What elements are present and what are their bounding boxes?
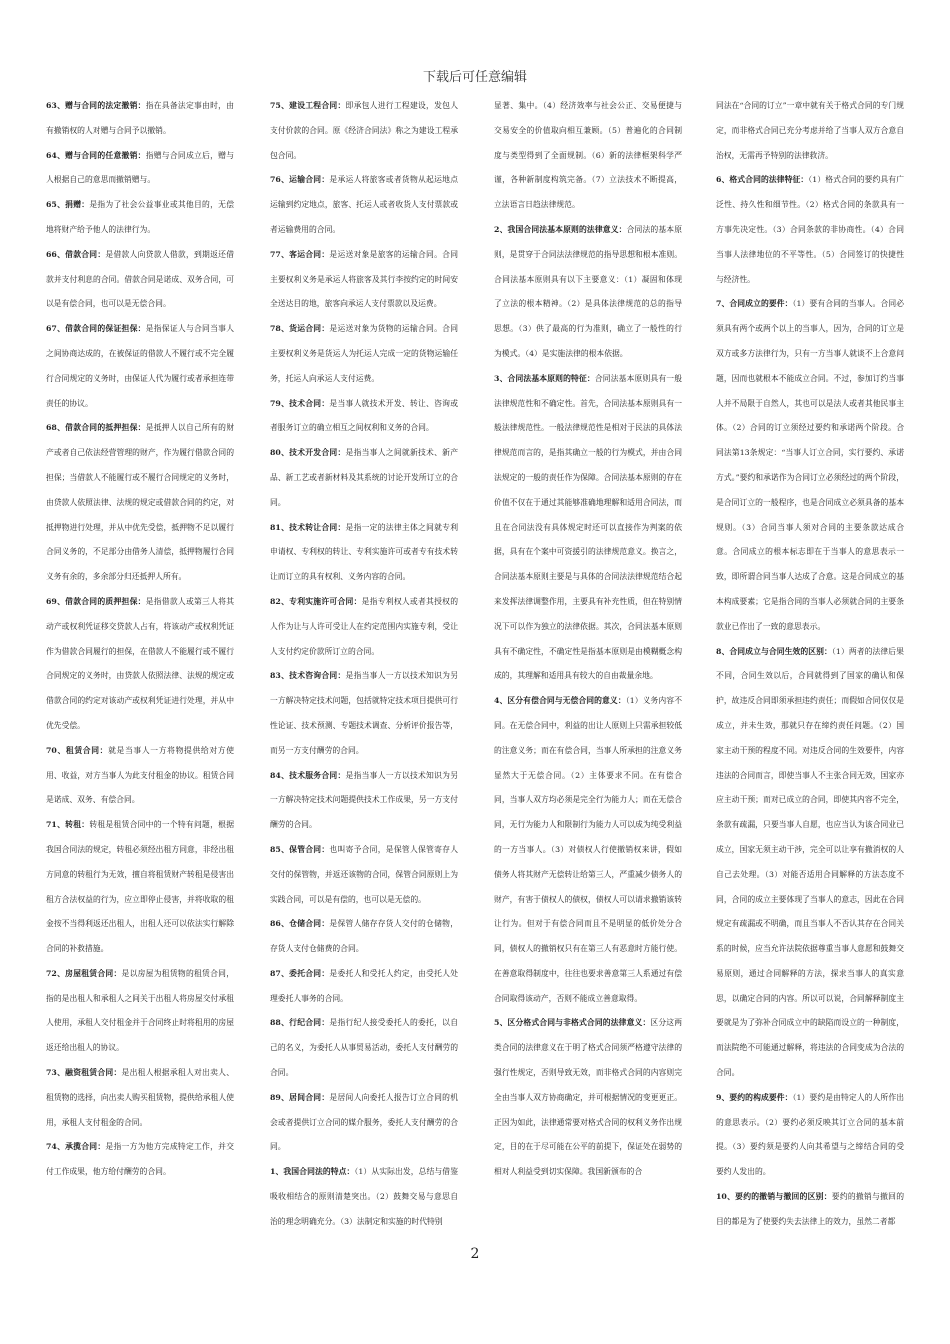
page-number: 2 xyxy=(470,1246,480,1262)
definition-term: 63、赠与合同的法定撤销： xyxy=(46,101,146,110)
definition-text: 是保管人储存存货人交付的仓储物，存货人支付仓储费的合同。 xyxy=(270,919,458,954)
definition-text: 是指一定的法律主体之间就专利申请权、专利权的转让、专利实施许可或者专有技术转让而订立的具有权利、义务内容的合同。 xyxy=(270,522,458,582)
definition-term: 4、区分有偿合同与无偿合同的意义： xyxy=(494,696,626,706)
definition-text: 是出租人根据承租人对出卖人、租赁物的选择，向出卖人购买租赁物，提供给承租人使用，承租人支付租金的合同。 xyxy=(46,1068,234,1127)
definition-term: 5、区分格式合同与非格式合同的法律意义： xyxy=(494,1018,651,1028)
definition-paragraph xyxy=(270,94,458,168)
definition-text: 合同法的基本原则，是贯穿于合同法法律规范的指导思想和根本准则。合同法基本原则具有以下主要意义：（1）凝固和体现了立法的根本精神。（2）是具体法律规范的总的指导思想。（3）供了最高的行为准则，确立了一般性的行为模式。（4）是实施法律的根本依据。 xyxy=(494,224,682,358)
definition-paragraph xyxy=(270,243,458,317)
definition-paragraph xyxy=(270,317,458,391)
definition-text: 是以房屋为租赁物的租赁合同，指的是出租人和承租人之间关于出租人将房屋交付承租人使用，承租人交付租金并于合同终止时将租用的房屋返还给出租人的协议。 xyxy=(46,968,234,1053)
definition-term: 71、转租： xyxy=(46,820,90,830)
definition-paragraph xyxy=(270,664,458,763)
definition-text: 即承包人进行工程建设，发包人支付价款的合同。原《经济合同法》称之为建设工程承包合同。 xyxy=(270,101,458,160)
definition-text: （1）格式合同的要约具有广泛性、持久性和细节性。（2）格式合同的条款具有一方事先决定性。（3）合同条款的非协商性。（4）合同当事人法律地位的不平等性。（5）合同签订的快捷性与经济性。 xyxy=(716,175,904,284)
definition-term: 64、赠与合同的任意撤销： xyxy=(46,150,146,160)
definition-text: （1）两者的法律后果不同，合同生效以后，合同就得到了国家的确认和保护，故违反合同即须承担违约责任；而假如合同仅仅是成立，并未生效，那就只存在缔约责任问题。（2）国家主动干预的程度不同。对违反合同的生效要件，内容违法的合同而言，即使当事人不主张合同无效，国家亦应主动干预；而对已成立的合同，即使其内容不完全，条款有疏漏，只要当事人自愿，也应当认为该合同业已成立，国家无须主动干涉，完全可以让享有撤消权的人自己去处理。（3）对能否适用合同解释的方法态度不同，合同的成立主要体现了当事人的意志，因此在合同规定有疏漏或不明确，而且当事人不否认其存在合同关系的时候，应当允许法院依据尊重当事人意愿和鼓舞交易原则，通过合同解释的方法，探求当事人的真实意思，以确定合同的内容。所以可以说，合同解释制度主要就是为了弥补合同成立中的缺陷而设立的一种制度，而法院绝不可能通过解释，将违法的合同变成为合法的合同。 xyxy=(716,646,904,1078)
definition-paragraph xyxy=(270,1160,458,1234)
definition-text: 是指当事人之间就新技术、新产品、新工艺或者新材料及其系统的讨论开发所订立的合同。 xyxy=(270,448,458,507)
definition-term: 3、合同法基本原则的特征： xyxy=(494,373,595,383)
definition-term: 68、借款合同的抵押担保： xyxy=(46,423,146,433)
definition-text: 是委托人和受托人约定，由受托人处理委托人事务的合同。 xyxy=(270,968,458,1003)
definition-paragraph xyxy=(46,144,234,194)
definition-term: 79、技术合同： xyxy=(270,398,330,408)
definition-text: 同法在“合同的订立”一章中就有关于格式合同的专门规定，而非格式合同已充分考虑并给了当事人双方合意自治权，无需再予特别的法律救济。 xyxy=(716,101,904,160)
definition-paragraph xyxy=(716,94,904,168)
definition-paragraph xyxy=(716,1086,904,1185)
definition-text: 也叫寄予合同，是保管人保管寄存人交付的保管物，并返还该物的合同，保管合同原则上为实践合同，可以是有偿的，也可以是无偿的。 xyxy=(270,844,458,904)
definition-term: 66、借款合同： xyxy=(46,249,106,259)
definition-term: 88、行纪合同： xyxy=(270,1018,330,1028)
definition-term: 8、合同成立与合同生效的区别： xyxy=(716,646,832,656)
definition-paragraph xyxy=(46,94,234,144)
definition-text: 区分这两类合同的法律意义在于明了格式合同须严格遵守法律的强行性规定，否则导致无效，而非格式合同的内容则完全由当事人双方协商确定，并可根据情况的变更更正。正因为如此，法律通常要对格式合同的权利义务作出规定，目的在于尽可能在公平的前提下，保证处在弱势的相对人利益受到切实保障。我国新颁布的合 xyxy=(494,1018,682,1177)
definition-text: 是居间人向委托人报告订立合同的机会或者提供订立合同的媒介服务，委托人支付酬劳的合同。 xyxy=(270,1092,458,1152)
definition-paragraph xyxy=(46,416,234,590)
definition-text: 是指借款人或第三人将其动产或权利凭证移交贷款人占有，将该动产或权利凭证作为借款合同履行的担保，在借款人不能履行或不履行合同规定的义务时，由贷款人依照法律、法规的规定或借款合同的约定对该动产或权利凭证进行处理，并从中优先受偿。 xyxy=(46,596,234,730)
definition-text: 是指保证人与合同当事人之间协商达成的，在被保证的借款人不履行或不完全履行合同规定的义务时，由保证人代为履行或者承担连带责任的协议。 xyxy=(46,324,234,408)
definition-term: 70、租赁合同： xyxy=(46,745,109,755)
definition-paragraph xyxy=(46,1135,234,1185)
definition-text: 是承运人将旅客或者货物从起运地点运输到约定地点，旅客、托运人或者收货人支付票款或者运输费用的合同。 xyxy=(270,175,458,234)
definition-term: 74、承揽合同： xyxy=(46,1142,106,1152)
definition-text: 合同法基本原则具有一般法律规范性和不确定性。首先，合同法基本原则具有一般法律规范性。一般法律规范性是相对于民法的具体法律规范而言的，是指其确立一般的行为模式，并由合同法规定的一般的责任作为保障。合同法基本原则的存在价值不仅在于通过其能够准确地理解和适用合同法，而且在合同法没有具体规定时还可以直接作为判案的依据，具有在个案中可资援引的法律规范意义。换言之，合同法基本原则主要是与具体的合同法法律规范结合起来发挥法律调整作用，主要具有补充性质，但在特别情况下可以作为独立的法律依据。其次，合同法基本原则具有不确定性，不确定性是指基本原则是由模糊概念构成的，其理解和适用具有较大的自由裁量余地。 xyxy=(494,373,682,681)
definition-term: 77、客运合同： xyxy=(270,249,330,259)
definition-text: 指在具备法定事由时，由有撤销权的人对赠与合同予以撤销。 xyxy=(46,101,234,135)
definition-text: 是运送对象为货物的运输合同。合同主要权利义务是货运人为托运人完成一定的货物运输任务，托运人向承运人支付运费。 xyxy=(270,324,458,383)
definition-term: 86、仓储合同： xyxy=(270,919,330,929)
definition-text: 是指专利权人或者其授权的人作为让与人许可受让人在约定范围内实施专利，受让人支付约定价款所订立的合同。 xyxy=(270,596,458,656)
definition-term: 89、居间合同： xyxy=(270,1092,330,1102)
column-2 xyxy=(270,94,458,1236)
definition-paragraph xyxy=(270,764,458,838)
definition-paragraph xyxy=(46,243,234,317)
definition-paragraph xyxy=(46,317,234,416)
definition-term: 83、技术咨询合同： xyxy=(270,671,346,681)
definition-paragraph xyxy=(270,392,458,442)
definition-paragraph xyxy=(46,590,234,739)
definition-term: 9、要约的构成要件： xyxy=(716,1092,793,1102)
definition-paragraph xyxy=(270,1086,458,1160)
definition-term: 10、要约的撤销与撤回的区别： xyxy=(716,1192,832,1202)
definition-paragraph xyxy=(46,1061,234,1135)
definition-text: 要约的撤销与撤回的目的都是为了使要约失去法律上的效力，虽然二者都 xyxy=(716,1192,904,1226)
definition-paragraph xyxy=(716,292,904,639)
column-4 xyxy=(716,94,904,1236)
definition-text: （1）要有合同的当事人。合同必须具有两个或两个以上的当事人，因为，合同的订立是双方或多方法律行为，只有一方当事人就谈不上合意问题，因而也就根本不能成立合同。不过，参加订约当事人并不局限于自然人，其也可以是法人或者其他民事主体。（2）合同的订立须经过要约和承诺两个阶段。合同法第13条规定：“当事人订立合同，实行要约、承诺方式。”要约和承诺作为合同订立必须经过的两个阶段，是合同订立的一般程序，也是合同成立必须具备的基本规则。（3）合同当事人须对合同的主要条款达成合意。合同成立的根本标志即在于当事人的意思表示一致，即所谓合同当事人达成了合意。这是合同成立的基本构成要素；它是指合同的当事人必须就合同的主要条款业已作出了一致的意思表示。 xyxy=(716,299,904,631)
definition-text: 是指当事人一方以技术知识为另一方解决特定技术问题，包括就特定技术项目提供可行性论证、技术预测、专题技术调查、分析评价报告等，而另一方支付酬劳的合同。 xyxy=(270,671,458,755)
page-header: 下载后可任意编辑 xyxy=(422,70,527,85)
definition-term: 6、格式合同的法律特征： xyxy=(716,175,809,185)
definition-term: 87、委托合同： xyxy=(270,968,330,978)
definition-text: 是抵押人以自己所有的财产或者自己依法经营管理的财产，作为履行借款合同的担保；当借款人不能履行或不履行合同规定的义务时，由贷款人依照法律、法规的规定或借款合同的约定，对抵押物进行处理，并从中优先受偿，抵押物不足以履行合同义务的，不足部分由借务人清偿，抵押物履行合同义务有余的，多余部分归还抵押人所有。 xyxy=(46,423,234,582)
definition-term: 69、借款合同的质押担保： xyxy=(46,596,146,606)
definition-paragraph xyxy=(494,94,682,218)
definition-term: 75、建设工程合同： xyxy=(270,101,346,110)
definition-term: 73、融资租赁合同： xyxy=(46,1068,122,1078)
definition-text: （1）要约是由特定人的人所作出的意思表示。（2）要约必须反映其订立合同的基本前提。（3）要约须是要约人向其希望与之缔结合同的受要约人发出的。 xyxy=(716,1092,904,1177)
definition-text: 是指一方为他方完成特定工作，并交付工作成果，他方给付酬劳的合同。 xyxy=(46,1142,234,1177)
definition-term: 7、合同成立的要件： xyxy=(716,299,793,309)
definition-text: 是借款人向贷款人借款，到期返还借款并支付利息的合同。借款合同是诺成、双务合同，可以是有偿合同，也可以是无偿合同。 xyxy=(46,249,234,309)
definition-paragraph xyxy=(270,516,458,590)
definition-paragraph xyxy=(270,590,458,664)
definition-term: 67、借款合同的保证担保： xyxy=(46,324,146,334)
definition-term: 76、运输合同： xyxy=(270,175,330,185)
definition-text: 是指行纪人接受委托人的委托，以自己的名义，为委托人从事贸易活动，委托人支付酬劳的合同。 xyxy=(270,1018,458,1078)
definition-paragraph xyxy=(46,193,234,243)
definition-text: 转租是租赁合同中的一个特有问题，根据我国合同法的规定，转租必须经出租方同意，非经出租方同意的转租行为无效，擅自将租赁财产转租是侵害出租方合法权益的行为，应立即停止侵害，并将收取的租金按不当得利返还出租人，出租人还可以依法实行解除合同的补救措施。 xyxy=(46,820,234,954)
definition-paragraph xyxy=(270,962,458,1012)
definition-paragraph xyxy=(494,218,682,367)
definition-paragraph xyxy=(716,640,904,1086)
text-columns xyxy=(46,94,908,1236)
definition-term: 81、技术转让合同： xyxy=(270,522,346,532)
definition-text: 指赠与合同成立后，赠与人根据自己的意思而撤销赠与。 xyxy=(46,150,234,185)
definition-term: 2、我国合同法基本原则的法律意义： xyxy=(494,224,627,234)
definition-paragraph xyxy=(270,912,458,962)
definition-paragraph xyxy=(270,1011,458,1085)
definition-paragraph xyxy=(270,441,458,515)
definition-paragraph xyxy=(494,367,682,689)
definition-term: 84、技术服务合同： xyxy=(270,770,346,780)
definition-text: 就是当事人一方将物提供给对方使用、收益，对方当事人为此支付租金的协议。租赁合同是诺成、双务、有偿合同。 xyxy=(46,745,234,805)
column-3 xyxy=(494,94,682,1236)
definition-term: 1、我国合同法的特点： xyxy=(270,1167,355,1177)
definition-term: 80、技术开发合同： xyxy=(270,448,346,458)
definition-paragraph xyxy=(46,813,234,962)
definition-text: 显著、集中。（4）经济效率与社会公正、交易便捷与交易安全的价值取向相互兼顾。（5）普遍化的合同制度与类型得到了全面规制。（6）新的法律框架科学严谨，各种新制度构筑完备。（7）立法技术不断提高，立法语言日趋法律规范。 xyxy=(494,101,682,210)
definition-paragraph xyxy=(270,838,458,912)
definition-term: 78、货运合同： xyxy=(270,324,330,334)
definition-term: 65、捐赠： xyxy=(46,200,90,210)
definition-term: 82、专利实施许可合同： xyxy=(270,596,362,606)
definition-paragraph xyxy=(270,168,458,242)
definition-text: 是运送对象是旅客的运输合同。合同主要权利义务是承运人将旅客及其行李按约定的时间安全送达目的地，旅客向承运人支付票款以及运费。 xyxy=(270,249,458,309)
definition-paragraph xyxy=(494,689,682,1011)
definition-paragraph xyxy=(716,168,904,292)
definition-text: （1）从实际出发，总结与借鉴吸收相结合的原则清楚突出。（2）鼓舞交易与意思自治的理念明确充分。（3）法制定和实施的时代特别 xyxy=(270,1167,458,1226)
definition-text: （1）义务内容不同。在无偿合同中，利益的出让人原则上只需承担较低的注意义务；而在有偿合同，当事人所承担的注意义务显然大于无偿合同。（2）主体要求不同。在有偿合同，当事人双方均必须是完全行为能力人；而在无偿合同，无行为能力人和限制行为能力人可以成为纯受利益的一方当事人。（3）对债权人行使撤销权来讲，假如债务人将其财产无偿转让给第三人，严重减少债务人的财产，有害于债权人的债权，债权人可以请求撤销该转让行为。但对于有偿合同而且不是明显的低价处分合同，债权人的撤销权只有在第三人有恶意时方能行使。在善意取得制度中，往往也要求善意第三人系通过有偿合同取得该动产，否则不能成立善意取得。 xyxy=(494,696,682,1003)
definition-paragraph xyxy=(716,1185,904,1235)
definition-text: 是指当事人一方以技术知识为另一方解决特定技术问题提供技术工作成果，另一方支付酬劳的合同。 xyxy=(270,770,458,830)
definition-paragraph xyxy=(46,739,234,813)
definition-paragraph xyxy=(494,1011,682,1185)
column-1 xyxy=(46,94,234,1236)
definition-text: 是指为了社会公益事业或其他目的，无偿地将财产给予他人的法律行为。 xyxy=(46,200,234,234)
definition-term: 72、房屋租赁合同： xyxy=(46,968,122,978)
definition-paragraph xyxy=(46,962,234,1061)
definition-text: 是当事人就技术开发、转让、咨询或者服务订立的确立相互之间权利和义务的合同。 xyxy=(270,398,458,433)
definition-term: 85、保管合同： xyxy=(270,844,330,854)
